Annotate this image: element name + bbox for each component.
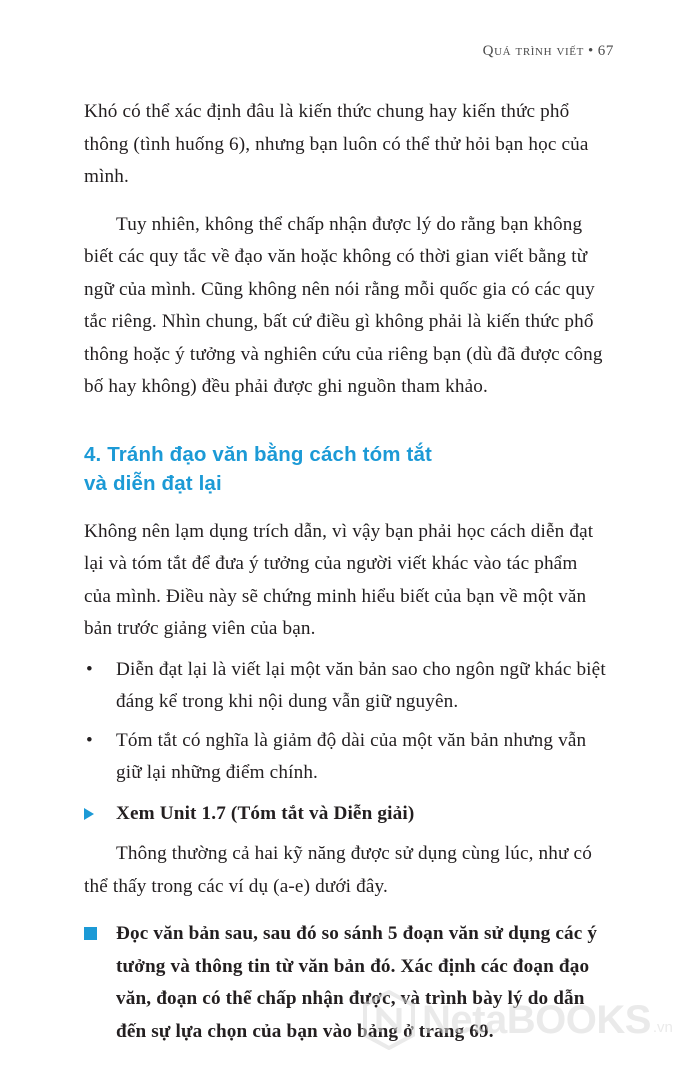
page-number: 67 — [597, 43, 614, 59]
bullet-icon: • — [86, 729, 93, 751]
section-intro: Không nên lạm dụng trích dẫn, vì vậy bạn phải học cách diễn đạt lại và tóm tắt để đưa ý tưởng của người viết khác vào tác phẩm của mình. Điều này sẽ chứng minh hiểu biết của bạn về một văn bản trước giảng viên của bạn. — [84, 520, 594, 639]
list-item — [84, 725, 608, 790]
section-heading — [84, 440, 608, 498]
list-item — [84, 654, 608, 719]
watermark-suffix: .vn — [652, 1018, 673, 1036]
see-also-text: Xem Unit 1.7 (Tóm tắt và Diễn giải) — [116, 802, 415, 824]
page-content — [84, 96, 608, 1048]
paragraph-followup: Thông thường cả hai kỹ năng được sử dụng cùng lúc, như có thể thấy trong các ví dụ (a-e) dưới đây. — [84, 843, 592, 897]
bullet-text-paraphrase: Diễn đạt lại là viết lại một văn bản sao cho ngôn ngữ khác biệt đáng kể trong khi nội dung vẫn giữ nguyên. — [116, 658, 606, 712]
running-header — [483, 43, 614, 60]
section-heading-line1: 4. Tránh đạo văn bằng cách tóm tắt — [84, 442, 432, 466]
chapter-title: Quá trình viết — [482, 43, 584, 59]
watermark — [362, 990, 673, 1050]
paragraph-common-knowledge: Khó có thể xác định đâu là kiến thức chung hay kiến thức phổ thông (tình huống 6), nhưng bạn luôn có thể thử hỏi bạn học của mình. — [84, 101, 589, 187]
square-icon — [84, 927, 97, 940]
section-heading-line2: và diễn đạt lại — [84, 471, 222, 495]
header-separator: • — [587, 43, 594, 59]
exercise-text: Đọc văn bản sau, sau đó so sánh 5 đoạn văn sử dụng các ý tưởng và thông tin từ văn bản đó. Xác định các đoạn đạo văn, đoạn có thể chấp nhận được, và trình bày lý do dẫn đến sự lựa chọn của bạn vào bảng ở trang 69. — [116, 923, 598, 1042]
see-also-reference — [84, 798, 608, 831]
netabooks-logo-icon — [362, 990, 416, 1050]
bullet-icon: • — [86, 658, 93, 680]
paragraph-plagiarism-excuses: Tuy nhiên, không thể chấp nhận được lý do rằng bạn không biết các quy tắc về đạo văn hoặc không có thời gian viết bằng từ ngữ của mình. Cũng không nên nói rằng mỗi quốc gia có các quy tắc riêng. Nhìn chung, bất cứ điều gì không phải là kiến thức phổ thông hoặc ý tưởng và nghiên cứu của riêng bạn (dù đã được công bố hay không) đều phải được ghi nguồn tham khảo. — [84, 213, 603, 397]
definition-list — [84, 654, 608, 790]
bullet-text-summary: Tóm tắt có nghĩa là giảm độ dài của một văn bản nhưng vẫn giữ lại những điểm chính. — [116, 729, 587, 783]
watermark-brand: NetaBOOKS — [422, 997, 651, 1042]
right-triangle-icon — [84, 808, 94, 820]
